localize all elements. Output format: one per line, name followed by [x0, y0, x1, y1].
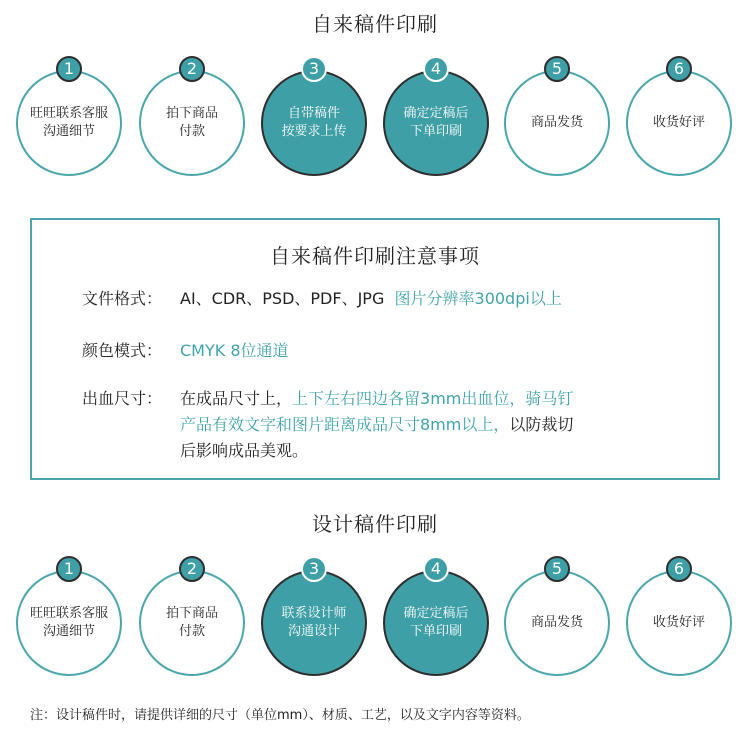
bleed-line2-highlight: 产品有效文字和图片距离成品尺寸8mm以上，: [180, 415, 510, 434]
step-number: 2: [179, 56, 205, 82]
step-2: [139, 52, 245, 172]
step-4: [383, 552, 489, 672]
step-circle: [626, 570, 732, 676]
step-number: 6: [666, 556, 692, 582]
step-label-line2: 付款: [178, 124, 205, 139]
step-label-line1: 确定定稿后: [403, 606, 469, 621]
step-label-line2: 按要求上传: [281, 124, 347, 139]
step-label-line1: 联系设计师: [281, 606, 347, 621]
section-title-self-supplied: 自来稿件印刷: [312, 12, 438, 36]
step-number: 3: [301, 556, 327, 582]
step-label-line2: 付款: [178, 624, 205, 639]
step-circle: [16, 70, 122, 176]
notice-title: 自来稿件印刷注意事项: [270, 244, 480, 268]
step-label-line2: 沟通细节: [42, 124, 95, 139]
step-5: [504, 552, 610, 672]
color-mode-row: [82, 338, 289, 364]
color-mode-label: 颜色模式：: [82, 341, 163, 360]
step-circle: [626, 70, 732, 176]
step-label-line1: 旺旺联系客服: [29, 106, 108, 121]
step-label-line1: 商品发货: [530, 115, 583, 130]
step-circle: [261, 70, 367, 176]
step-circle: [383, 570, 489, 676]
step-circle: [504, 70, 610, 176]
step-2: [139, 552, 245, 672]
bleed-value: [180, 386, 573, 464]
bleed-line1-plain: 在成品尺寸上，: [180, 389, 293, 408]
file-format-row: [82, 286, 562, 312]
step-label-line1: 确定定稿后: [403, 106, 469, 121]
step-label-line2: 沟通设计: [287, 624, 340, 639]
bleed-line1-highlight: 上下左右四边各留3mm出血位，骑马钉: [292, 389, 574, 408]
file-format-value: [180, 286, 562, 312]
step-6: [626, 552, 732, 672]
process-steps-design: [0, 552, 750, 682]
step-label-line1: 自带稿件: [287, 106, 340, 121]
step-circle: [139, 70, 245, 176]
step-1: [16, 52, 122, 172]
step-5: [504, 52, 610, 172]
step-label-line1: 商品发货: [530, 615, 583, 630]
bleed-label: 出血尺寸：: [82, 389, 163, 408]
step-number: 3: [301, 56, 327, 82]
step-number: 1: [56, 556, 82, 582]
step-label-line1: 拍下商品: [165, 106, 218, 121]
footnote: 注：设计稿件时，请提供详细的尺寸（单位mm）、材质、工艺，以及文字内容等资料。: [30, 708, 530, 723]
step-number: 1: [56, 56, 82, 82]
step-label-line1: 收货好评: [652, 115, 705, 130]
step-number: 2: [179, 556, 205, 582]
step-number: 4: [423, 556, 449, 582]
step-label-line2: 沟通细节: [42, 624, 95, 639]
file-format-label: 文件格式：: [82, 289, 163, 308]
resolution-note: 图片分辨率300dpi以上: [394, 289, 562, 308]
color-mode-value: CMYK 8位通道: [180, 341, 289, 360]
step-6: [626, 52, 732, 172]
process-steps-self-supplied: [0, 52, 750, 182]
bleed-row: [82, 386, 574, 460]
step-label-line1: 拍下商品: [165, 606, 218, 621]
step-3: [261, 552, 367, 672]
step-label-line1: 旺旺联系客服: [29, 606, 108, 621]
step-number: 5: [544, 56, 570, 82]
step-circle: [383, 70, 489, 176]
step-label-line2: 下单印刷: [409, 124, 462, 139]
step-circle: [139, 570, 245, 676]
step-number: 4: [423, 56, 449, 82]
step-4: [383, 52, 489, 172]
step-label-line1: 收货好评: [652, 615, 705, 630]
step-number: 6: [666, 56, 692, 82]
bleed-line2-plain: 以防裁切: [509, 415, 574, 434]
step-circle: [261, 570, 367, 676]
file-format-types: AI、CDR、PSD、PDF、JPG: [180, 289, 385, 308]
notice-box: [30, 218, 720, 480]
step-label-line2: 下单印刷: [409, 624, 462, 639]
step-3: [261, 52, 367, 172]
bleed-line3-plain: 后影响成品美观。: [180, 441, 309, 460]
section-title-design: 设计稿件印刷: [312, 512, 438, 536]
step-circle: [504, 570, 610, 676]
step-number: 5: [544, 556, 570, 582]
step-1: [16, 552, 122, 672]
step-circle: [16, 570, 122, 676]
